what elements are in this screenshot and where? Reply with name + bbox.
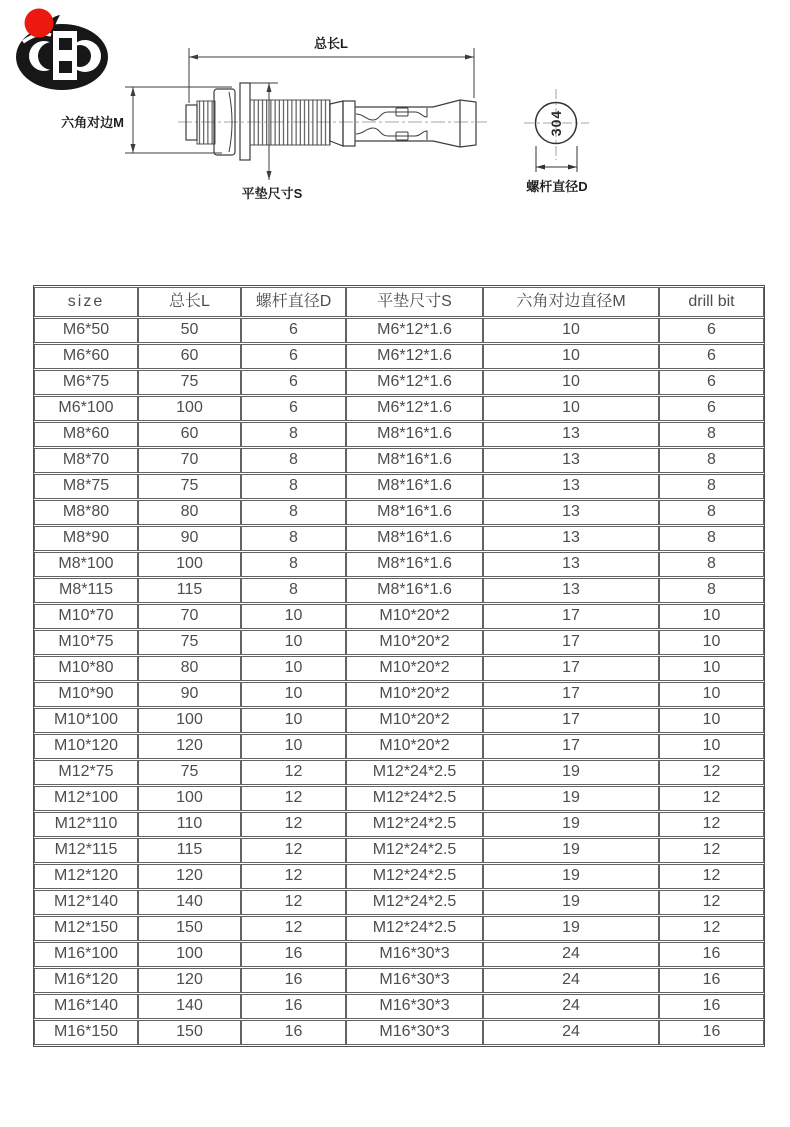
table-cell: 110 <box>138 812 241 837</box>
table-cell: 10 <box>483 370 659 395</box>
table-cell: M12*140 <box>34 890 138 915</box>
table-cell: 8 <box>659 500 764 525</box>
table-row <box>34 890 764 915</box>
table-row <box>34 734 764 759</box>
table-cell: 13 <box>483 422 659 447</box>
table-cell: M6*12*1.6 <box>346 396 483 421</box>
table-cell: M8*100 <box>34 552 138 577</box>
table-cell: 10 <box>483 318 659 343</box>
table-cell: 75 <box>138 630 241 655</box>
table-cell: 90 <box>138 682 241 707</box>
table-cell: 100 <box>138 942 241 967</box>
table-cell: M16*30*3 <box>346 994 483 1019</box>
table-cell: M12*100 <box>34 786 138 811</box>
table-cell: M8*16*1.6 <box>346 474 483 499</box>
table-cell: 140 <box>138 994 241 1019</box>
table-cell: M8*16*1.6 <box>346 448 483 473</box>
table-cell: 17 <box>483 604 659 629</box>
table-cell: 17 <box>483 656 659 681</box>
table-row <box>34 630 764 655</box>
table-cell: 6 <box>659 396 764 421</box>
table-cell: 10 <box>659 708 764 733</box>
table-row <box>34 708 764 733</box>
table-cell: M6*12*1.6 <box>346 370 483 395</box>
header-rod-diameter: 螺杆直径D <box>241 287 346 317</box>
table-cell: 150 <box>138 1020 241 1045</box>
table-cell: M10*120 <box>34 734 138 759</box>
table-cell: 8 <box>241 526 346 551</box>
table-cell: 16 <box>659 968 764 993</box>
table-cell: 90 <box>138 526 241 551</box>
table-cell: 80 <box>138 656 241 681</box>
table-cell: 8 <box>241 474 346 499</box>
table-cell: M16*100 <box>34 942 138 967</box>
table-cell: M6*60 <box>34 344 138 369</box>
table-cell: 8 <box>241 552 346 577</box>
table-row <box>34 422 764 447</box>
table-cell: M10*20*2 <box>346 604 483 629</box>
table-cell: M12*115 <box>34 838 138 863</box>
table-cell: M12*24*2.5 <box>346 890 483 915</box>
size-spec-table <box>33 285 765 1047</box>
table-cell: 12 <box>659 916 764 941</box>
table-row <box>34 344 764 369</box>
table-cell: 12 <box>241 916 346 941</box>
table-row <box>34 396 764 421</box>
table-cell: M16*30*3 <box>346 942 483 967</box>
table-cell: M10*20*2 <box>346 656 483 681</box>
table-row <box>34 682 764 707</box>
table-cell: M10*20*2 <box>346 708 483 733</box>
table-cell: 10 <box>659 656 764 681</box>
table-cell: 6 <box>241 318 346 343</box>
table-row <box>34 864 764 889</box>
table-row <box>34 578 764 603</box>
table-cell: M12*110 <box>34 812 138 837</box>
table-cell: 19 <box>483 812 659 837</box>
table-body <box>34 318 764 1045</box>
table-cell: M6*12*1.6 <box>346 318 483 343</box>
table-cell: 8 <box>241 422 346 447</box>
table-cell: M10*75 <box>34 630 138 655</box>
table-cell: 70 <box>138 604 241 629</box>
table-row <box>34 1020 764 1045</box>
table-cell: 140 <box>138 890 241 915</box>
header-hex-width: 六角对边直径M <box>483 287 659 317</box>
table-cell: M6*100 <box>34 396 138 421</box>
table-cell: M12*24*2.5 <box>346 864 483 889</box>
table-cell: M16*30*3 <box>346 1020 483 1045</box>
table-cell: 120 <box>138 734 241 759</box>
table-cell: 6 <box>659 318 764 343</box>
table-row <box>34 552 764 577</box>
dim-total-length <box>189 48 474 103</box>
header-size: size <box>34 287 138 317</box>
table-cell: 13 <box>483 500 659 525</box>
table-cell: 6 <box>241 370 346 395</box>
table-cell: M12*24*2.5 <box>346 838 483 863</box>
table-row <box>34 448 764 473</box>
table-cell: 100 <box>138 552 241 577</box>
table-cell: 16 <box>241 994 346 1019</box>
header-drill-bit: drill bit <box>659 287 764 317</box>
label-total-length: 总长L <box>314 36 348 51</box>
table-cell: 17 <box>483 630 659 655</box>
table-cell: 12 <box>241 890 346 915</box>
table-cell: 115 <box>138 838 241 863</box>
table-cell: 19 <box>483 890 659 915</box>
table-cell: M8*115 <box>34 578 138 603</box>
table-cell: 12 <box>659 812 764 837</box>
table-cell: M16*140 <box>34 994 138 1019</box>
table-row <box>34 526 764 551</box>
table-cell: 10 <box>483 396 659 421</box>
table-row <box>34 370 764 395</box>
table-cell: M8*16*1.6 <box>346 526 483 551</box>
table-cell: 13 <box>483 474 659 499</box>
table-cell: 6 <box>659 370 764 395</box>
table-row <box>34 760 764 785</box>
header-washer-size: 平垫尺寸S <box>346 287 483 317</box>
table-cell: M8*80 <box>34 500 138 525</box>
table-cell: 16 <box>659 1020 764 1045</box>
table-cell: 13 <box>483 448 659 473</box>
table-cell: 115 <box>138 578 241 603</box>
table-cell: 10 <box>241 708 346 733</box>
table-row <box>34 656 764 681</box>
table-cell: 12 <box>659 760 764 785</box>
table-cell: 10 <box>241 604 346 629</box>
table-cell: 6 <box>659 344 764 369</box>
table-cell: M8*60 <box>34 422 138 447</box>
table-cell: 6 <box>241 344 346 369</box>
table-cell: 19 <box>483 916 659 941</box>
table-cell: 8 <box>241 448 346 473</box>
table-row <box>34 838 764 863</box>
table-cell: M10*70 <box>34 604 138 629</box>
table-row <box>34 968 764 993</box>
table-cell: 13 <box>483 526 659 551</box>
table-cell: 100 <box>138 708 241 733</box>
table-cell: 10 <box>241 734 346 759</box>
table-cell: M6*50 <box>34 318 138 343</box>
table-cell: 17 <box>483 734 659 759</box>
table-cell: M12*24*2.5 <box>346 812 483 837</box>
table-cell: M16*30*3 <box>346 968 483 993</box>
table-cell: 8 <box>241 500 346 525</box>
table-cell: M8*90 <box>34 526 138 551</box>
table-cell: 10 <box>241 682 346 707</box>
table-cell: 10 <box>241 630 346 655</box>
table-cell: 24 <box>483 942 659 967</box>
table-cell: 16 <box>659 994 764 1019</box>
table-cell: M12*24*2.5 <box>346 760 483 785</box>
table-cell: 50 <box>138 318 241 343</box>
table-cell: 10 <box>659 734 764 759</box>
table-cell: 12 <box>659 838 764 863</box>
table-cell: M10*100 <box>34 708 138 733</box>
label-hex-width: 六角对边M <box>61 115 124 130</box>
table-cell: M10*80 <box>34 656 138 681</box>
table-cell: 12 <box>659 890 764 915</box>
table-cell: 70 <box>138 448 241 473</box>
table-cell: 80 <box>138 500 241 525</box>
table-cell: 12 <box>659 786 764 811</box>
logo-red-dot <box>25 9 54 38</box>
table-row <box>34 916 764 941</box>
table-row <box>34 786 764 811</box>
table-cell: M8*16*1.6 <box>346 500 483 525</box>
table-cell: 13 <box>483 552 659 577</box>
table-cell: 120 <box>138 864 241 889</box>
table-cell: 10 <box>659 682 764 707</box>
dim-hex-width <box>125 87 232 153</box>
table-cell: 100 <box>138 786 241 811</box>
table-cell: M8*16*1.6 <box>346 578 483 603</box>
table-cell: 8 <box>659 448 764 473</box>
header-total-length: 总长L <box>138 287 241 317</box>
table-row <box>34 318 764 343</box>
table-cell: M12*120 <box>34 864 138 889</box>
table-cell: 13 <box>483 578 659 603</box>
table-cell: 120 <box>138 968 241 993</box>
table-cell: 24 <box>483 968 659 993</box>
table-cell: M6*12*1.6 <box>346 344 483 369</box>
table-cell: M8*70 <box>34 448 138 473</box>
table-cell: 8 <box>659 526 764 551</box>
table-header-row <box>34 287 764 317</box>
table-row <box>34 500 764 525</box>
table-cell: 75 <box>138 760 241 785</box>
table-cell: 100 <box>138 396 241 421</box>
table-cell: M6*75 <box>34 370 138 395</box>
table-cell: 16 <box>659 942 764 967</box>
table-cell: 8 <box>659 578 764 603</box>
table-cell: 75 <box>138 370 241 395</box>
table-cell: 12 <box>241 760 346 785</box>
table-cell: 6 <box>241 396 346 421</box>
table-cell: 19 <box>483 786 659 811</box>
label-washer-size: 平垫尺寸S <box>241 186 303 201</box>
table-cell: M10*90 <box>34 682 138 707</box>
table-cell: 12 <box>241 786 346 811</box>
table-row <box>34 812 764 837</box>
table-cell: 17 <box>483 682 659 707</box>
table-cell: 16 <box>241 942 346 967</box>
table-cell: 16 <box>241 968 346 993</box>
table-cell: M10*20*2 <box>346 682 483 707</box>
table-cell: M8*16*1.6 <box>346 422 483 447</box>
brand-logo <box>16 9 108 91</box>
table-cell: 19 <box>483 864 659 889</box>
table-cell: 17 <box>483 708 659 733</box>
table-cell: 8 <box>241 578 346 603</box>
table-cell: 10 <box>483 344 659 369</box>
label-rod-diameter: 螺杆直径D <box>526 179 588 194</box>
table-cell: 8 <box>659 552 764 577</box>
table-cell: M16*150 <box>34 1020 138 1045</box>
table-cell: 10 <box>659 630 764 655</box>
table-cell: 8 <box>659 422 764 447</box>
table-cell: 150 <box>138 916 241 941</box>
table-cell: 10 <box>659 604 764 629</box>
steel-grade-mark: 304 <box>548 109 564 137</box>
table-cell: 19 <box>483 760 659 785</box>
anchor-side-view <box>178 83 487 160</box>
table-cell: 16 <box>241 1020 346 1045</box>
table-cell: M8*16*1.6 <box>346 552 483 577</box>
table-cell: M10*20*2 <box>346 734 483 759</box>
table-cell: 10 <box>241 656 346 681</box>
table-cell: M8*75 <box>34 474 138 499</box>
table-cell: M10*20*2 <box>346 630 483 655</box>
table-row <box>34 604 764 629</box>
table-cell: 24 <box>483 994 659 1019</box>
table-cell: 60 <box>138 422 241 447</box>
table-cell: M12*24*2.5 <box>346 916 483 941</box>
table-cell: 8 <box>659 474 764 499</box>
table-cell: 19 <box>483 838 659 863</box>
table-cell: M12*75 <box>34 760 138 785</box>
table-cell: M12*150 <box>34 916 138 941</box>
table-cell: 12 <box>241 812 346 837</box>
table-row <box>34 942 764 967</box>
table-cell: 24 <box>483 1020 659 1045</box>
table-cell: 12 <box>659 864 764 889</box>
table-cell: 60 <box>138 344 241 369</box>
table-cell: M12*24*2.5 <box>346 786 483 811</box>
table-row <box>34 994 764 1019</box>
technical-drawing <box>0 0 790 250</box>
table-cell: 12 <box>241 864 346 889</box>
table-row <box>34 474 764 499</box>
table-cell: M16*120 <box>34 968 138 993</box>
table-cell: 12 <box>241 838 346 863</box>
table-cell: 75 <box>138 474 241 499</box>
